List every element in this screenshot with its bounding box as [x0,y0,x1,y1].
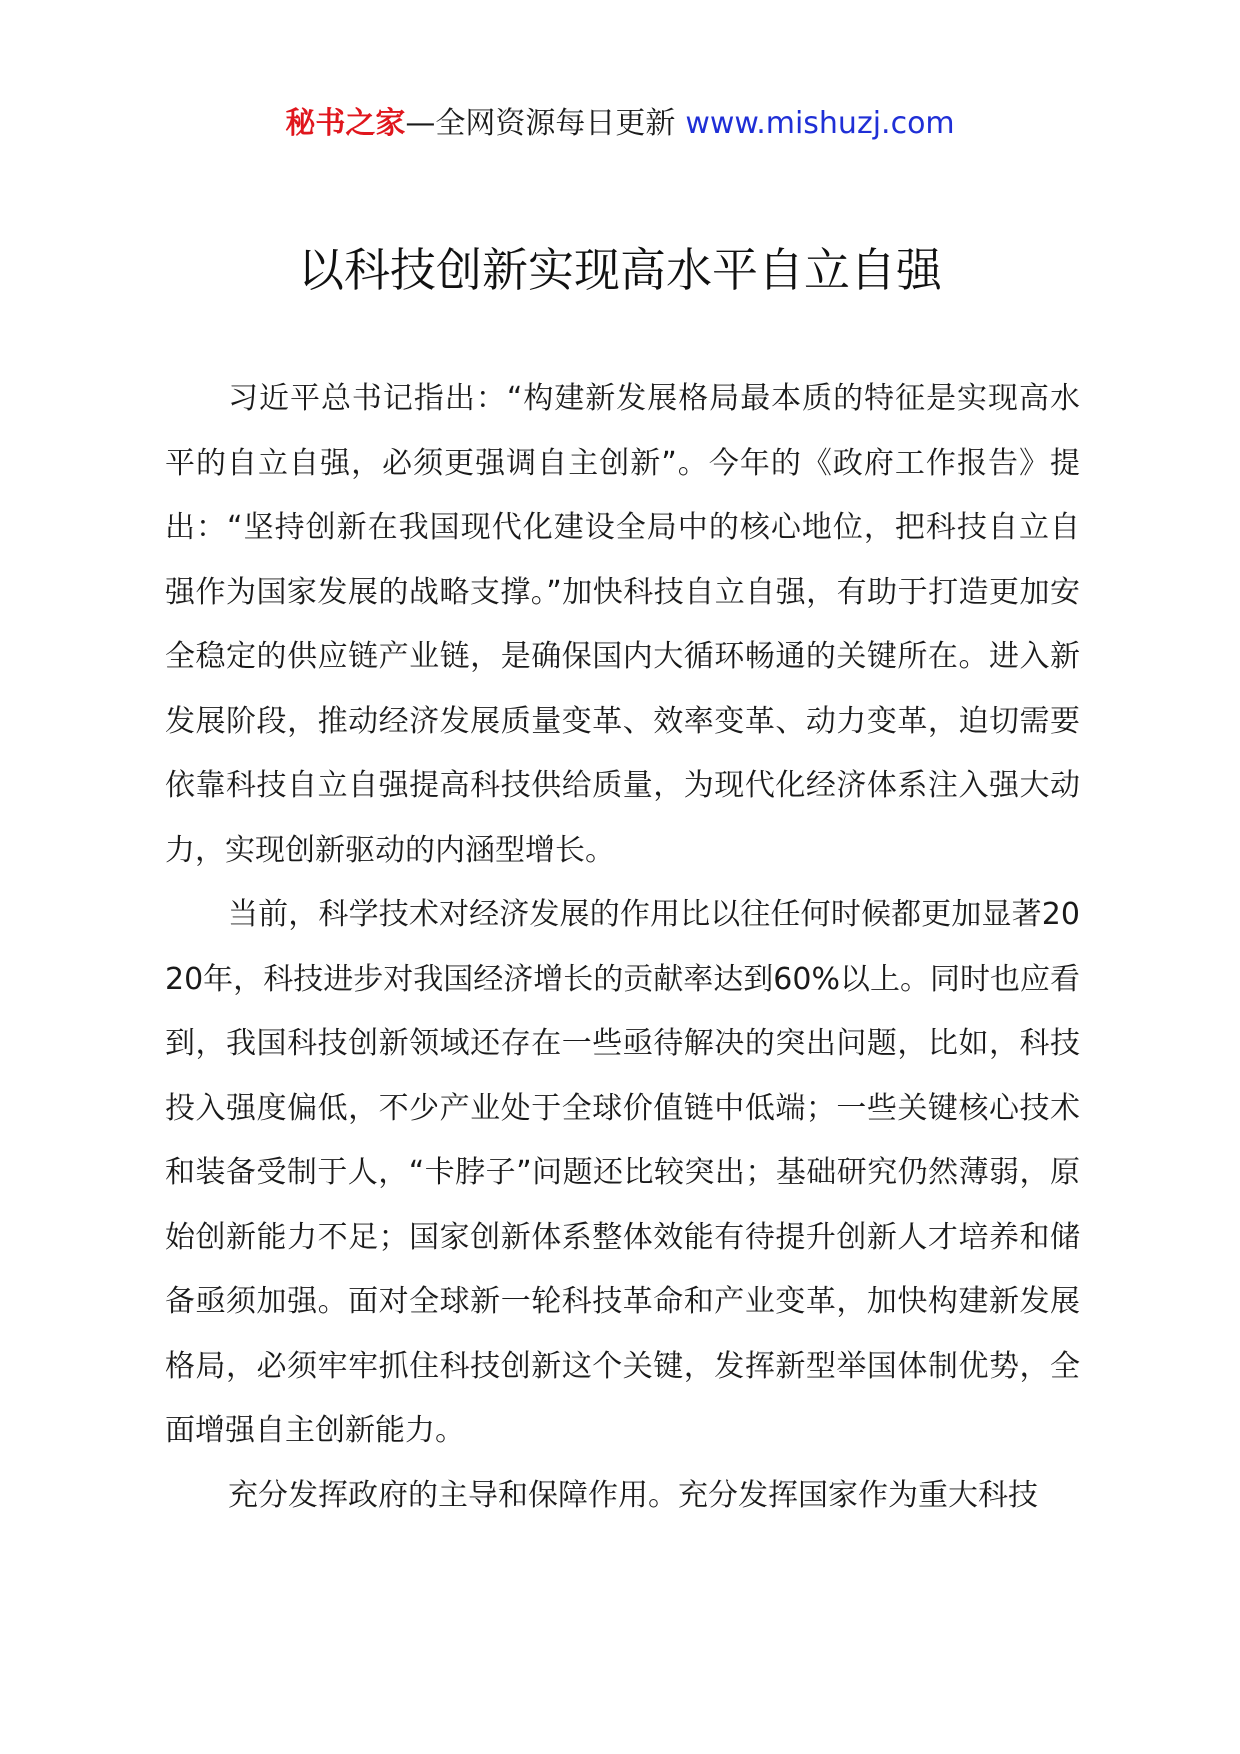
paragraph-3: 充分发挥政府的主导和保障作用。充分发挥国家作为重大科技 [228,1477,1038,1513]
site-url-link[interactable]: www.mishuzj.com [685,106,955,141]
paragraph-1: 习近平总书记指出：“构建新发展格局最本质的特征是实现高水平的自立自强，必须更强调自主创新”。今年的《政府工作报告》提出：“坚持创新在我国现代化建设全局中的核心地位，把科技自立自强作为国家发展的战略支撑。”加快科技自立自强，有助于打造更加安全稳定的供应链产业链，是确保国内大循环畅通的关键所在。进入新发展阶段，推动经济发展质量变革、效率变革、动力变革，迫切需要依靠科技自立自强提高科技供给质量，为现代化经济体系注入强大动力，实现创新驱动的内涵型增长。 [165,381,1080,868]
header-tagline: —全网资源每日更新 [405,106,676,141]
brand-name: 秘书之家 [285,106,406,141]
page-header [0,100,1240,148]
document-body [165,367,1080,1528]
paragraph-2: 当前，科学技术对经济发展的作用比以往任何时候都更加显著2020年，科技进步对我国经济增长的贡献率达到60%以上。同时也应看到，我国科技创新领域还存在一些亟待解决的突出问题，比如，科技投入强度偏低，不少产业处于全球价值链中低端；一些关键核心技术和装备受制于人，“卡脖子”问题还比较突出；基础研究仍然薄弱，原始创新能力不足；国家创新体系整体效能有待提升创新人才培养和储备亟须加强。面对全球新一轮科技革命和产业变革，加快构建新发展格局，必须牢牢抓住科技创新这个关键，发挥新型举国体制优势，全面增强自主创新能力。 [165,897,1080,1448]
document-title: 以科技创新实现高水平自立自强 [298,243,942,297]
